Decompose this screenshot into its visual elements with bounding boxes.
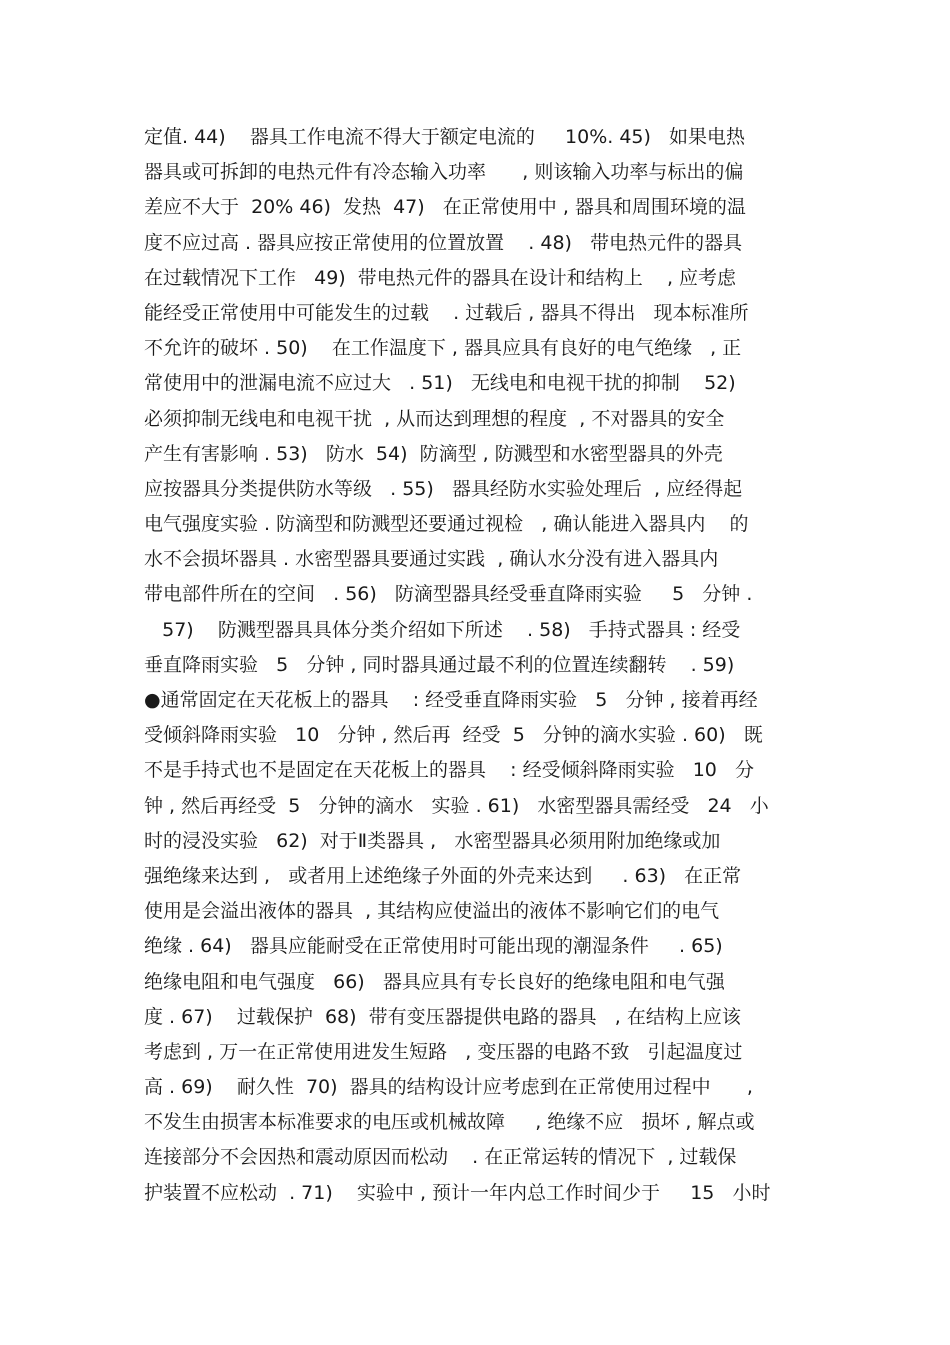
text-line: 度 . 67) 过载保护 68) 带有变压器提供电路的器具 , 在结构上应该 <box>144 1005 741 1028</box>
text-line: 定值. 44) 器具工作电流不得大于额定电流的 10%. 45) 如果电热 <box>144 126 746 148</box>
text-line: 不是手持式也不是固定在天花板上的器具 : 经受倾斜降雨实验 10 分 <box>144 759 755 782</box>
text-line: 考虑到 , 万一在正常使用进发生短路 , 变压器的电路不致 引起温度过 <box>144 1040 743 1063</box>
text-line: 必须抑制无线电和电视干扰 , 从而达到理想的程度 , 不对器具的安全 <box>144 407 725 430</box>
text-line: 应按器具分类提供防水等级 . 55) 器具经防水实验处理后 , 应经得起 <box>144 477 743 500</box>
text-line: 不允许的破坏 . 50) 在工作温度下 , 器具应具有良好的电气绝缘 , 正 <box>144 337 742 360</box>
text-line: 在过载情况下工作 49) 带电热元件的器具在设计和结构上 , 应考虑 <box>144 266 737 289</box>
text-line: 器具或可拆卸的电热元件有冷态输入功率 , 则该输入功率与标出的偏 <box>144 161 744 184</box>
body-text <box>144 120 814 1211</box>
text-line: 产生有害影响 . 53) 防水 54) 防滴型 , 防溅型和水密型器具的外壳 <box>144 442 723 465</box>
text-line: 电气强度实验 . 防滴型和防溅型还要通过视检 , 确认能进入器具内 的 <box>144 513 749 536</box>
text-line: 水不会损坏器具 . 水密型器具要通过实践 , 确认水分没有进入器具内 <box>144 548 719 571</box>
text-line: 57) 防溅型器具具体分类介绍如下所述 . 58) 手持式器具 : 经受 <box>144 618 741 641</box>
text-line: 使用是会溢出液体的器具 , 其结构应使溢出的液体不影响它们的电气 <box>144 900 720 923</box>
text-line: 差应不大于 20% 46) 发热 47) 在正常使用中 , 器具和周围环境的温 <box>144 196 746 219</box>
text-line: 垂直降雨实验 5 分钟 , 同时器具通过最不利的位置连续翻转 . 59) <box>144 653 735 676</box>
text-line: 绝缘 . 64) 器具应能耐受在正常使用时可能出现的潮湿条件 . 65) <box>144 935 723 958</box>
text-line: 能经受正常使用中可能发生的过载 . 过载后 , 器具不得出 现本标准所 <box>144 301 749 324</box>
text-line: 护装置不应松动 . 71) 实验中 , 预计一年内总工作时间少于 15 小时 <box>144 1181 771 1204</box>
text-line: 强绝缘来达到 , 或者用上述绝缘子外面的外壳来达到 . 63) 在正常 <box>144 864 742 887</box>
text-line: 时的浸没实验 62) 对于Ⅱ类器具 , 水密型器具必须用附加绝缘或加 <box>144 829 721 852</box>
text-line: 受倾斜降雨实验 10 分钟 , 然后再 经受 5 分钟的滴水实验 . 60) 既 <box>144 724 763 747</box>
text-line: 常使用中的泄漏电流不应过大 . 51) 无线电和电视干扰的抑制 52) <box>144 372 736 395</box>
text-line: 度不应过高 . 器具应按正常使用的位置放置 . 48) 带电热元件的器具 <box>144 231 743 254</box>
text-line: 钟 , 然后再经受 5 分钟的滴水 实验 . 61) 水密型器具需经受 24 小 <box>144 794 769 817</box>
text-line: 绝缘电阻和电气强度 66) 器具应具有专长良好的绝缘电阻和电气强 <box>144 970 725 993</box>
text-line: 带电部件所在的空间 . 56) 防滴型器具经受垂直降雨实验 5 分钟 . <box>144 583 753 606</box>
text-line: 高 . 69) 耐久性 70) 器具的结构设计应考虑到在正常使用过程中 , <box>144 1076 753 1099</box>
text-line: 连接部分不会因热和震动原因而松动 . 在正常运转的情况下 , 过载保 <box>144 1146 737 1169</box>
text-line: 不发生由损害本标准要求的电压或机械故障 , 绝缘不应 损坏 , 解点或 <box>144 1111 755 1134</box>
text-line: ●通常固定在天花板上的器具 : 经受垂直降雨实验 5 分钟 , 接着再经 <box>144 689 758 711</box>
